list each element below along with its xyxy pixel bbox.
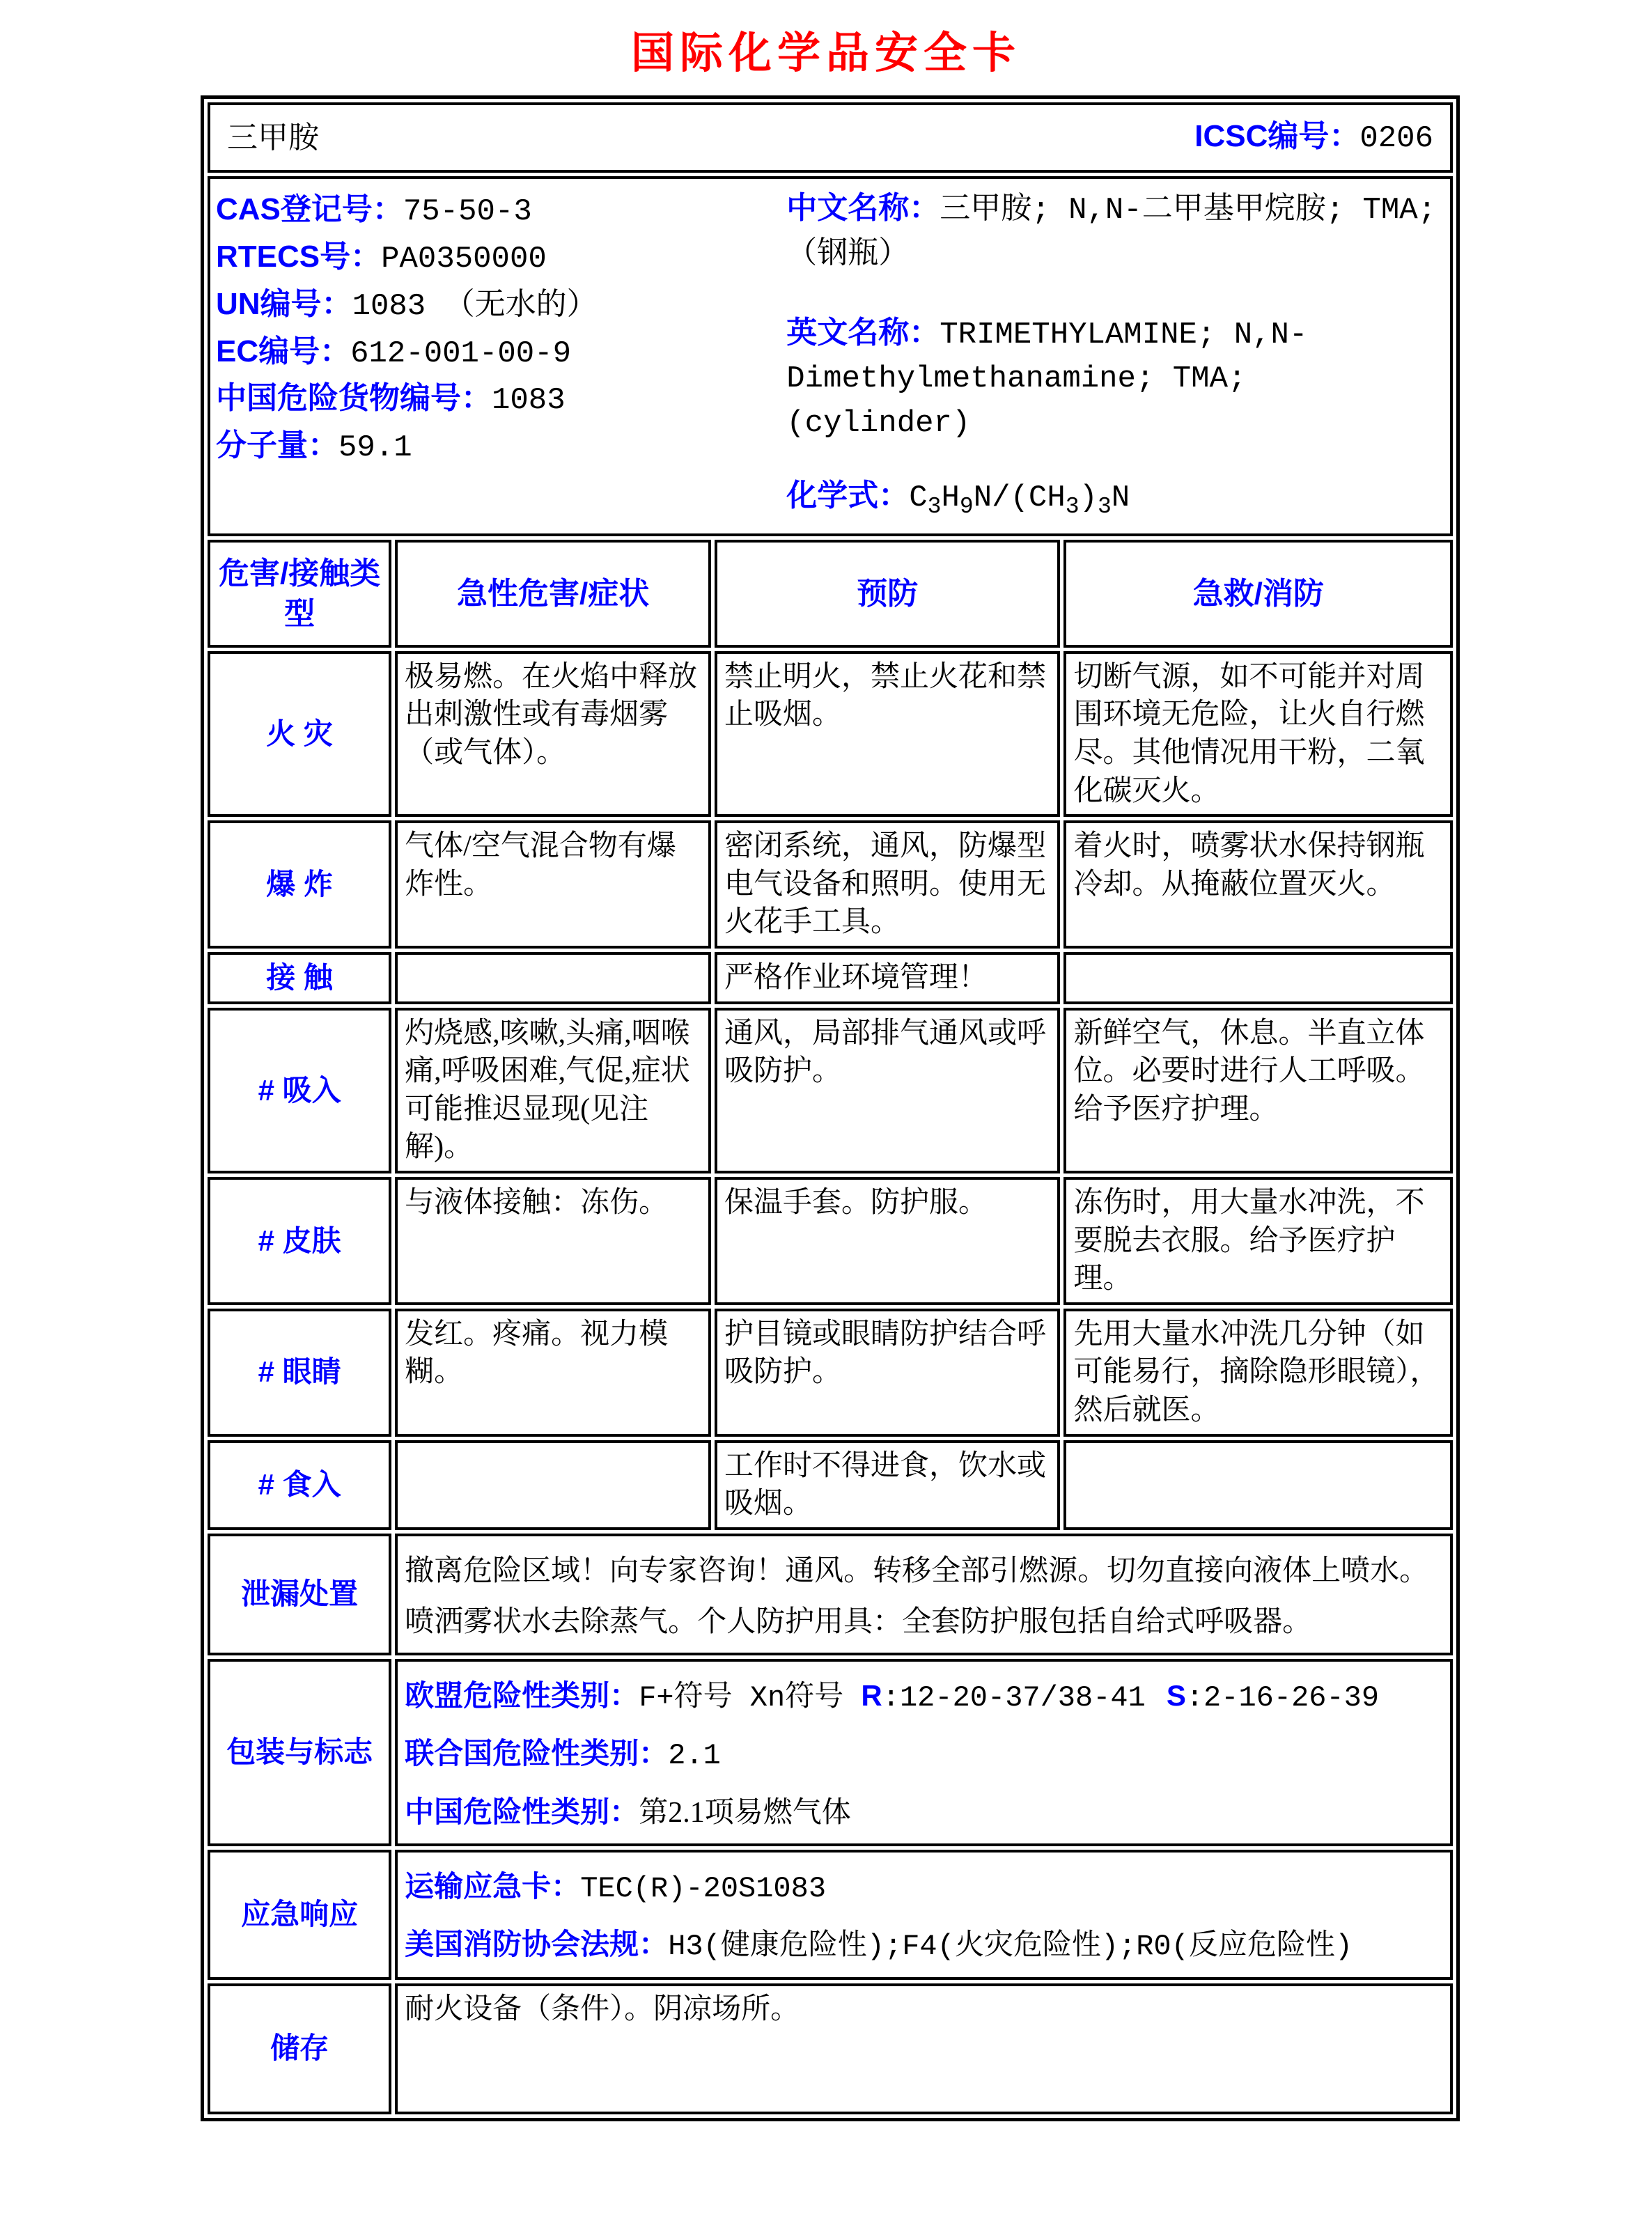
icsc-card-table	[201, 95, 1460, 2121]
formula-part: H	[941, 481, 960, 516]
un-value: 1083 （无水的）	[352, 288, 598, 324]
un-hazard-value: 2.1	[668, 1739, 721, 1773]
formula-part: 9	[959, 493, 974, 520]
tec-value: TEC(R)-20S1083	[580, 1871, 827, 1905]
info-cell	[208, 176, 1453, 536]
chinese-name-line	[786, 187, 1447, 276]
row-label: # 吸入	[208, 1008, 391, 1173]
chinese-name-value: 三甲胺; N,N-二甲基甲烷胺; TMA; （钢瓶）	[786, 193, 1437, 272]
firstaid-cell	[1063, 952, 1453, 1004]
transport-emergency-card-line	[405, 1868, 1443, 1908]
row-label: 储存	[208, 1983, 391, 2114]
s-phrases-value: :2-16-26-39	[1185, 1680, 1380, 1715]
china-hazard-label: 中国危险性类别：	[405, 1795, 639, 1828]
nfpa-value: H3(健康危险性);F4(火灾危险性);R0(反应危险性)	[668, 1930, 1353, 1964]
row-label: 爆 炸	[208, 820, 391, 949]
prevention-cell: 保温手套。防护服。	[715, 1177, 1060, 1305]
china-dg-label: 中国危险货物编号：	[216, 381, 492, 416]
icsc-value: 0206	[1359, 121, 1433, 156]
symptoms-cell: 灼烧感,咳嗽,头痛,咽喉痛,呼吸困难,气促,症状可能推迟显现(见注解)。	[395, 1008, 711, 1173]
icsc-label: ICSC编号：	[1194, 119, 1360, 153]
ec-number-line	[216, 329, 782, 377]
prevention-cell: 密闭系统，通风，防爆型电气设备和照明。使用无火花手工具。	[715, 820, 1060, 949]
row-label: # 食入	[208, 1440, 391, 1530]
storage-row	[208, 1983, 1453, 2114]
r-phrases-value: :12-20-37/38-41	[882, 1680, 1146, 1715]
formula-part: )	[1079, 481, 1098, 516]
eu-hazard-label: 欧盟危险性类别：	[405, 1678, 639, 1712]
names-block	[782, 187, 1447, 522]
nfpa-code-line	[405, 1926, 1443, 1966]
rtecs-value: PA0350000	[381, 241, 547, 276]
symptoms-cell: 极易燃。在火焰中释放出刺激性或有毒烟雾（或气体）。	[395, 651, 711, 817]
packaging-labelling-cell	[395, 1659, 1453, 1846]
emergency-response-cell	[395, 1850, 1453, 1980]
symptoms-cell	[395, 952, 711, 1004]
english-name-label: 英文名称：	[786, 315, 940, 350]
icsc-number	[1194, 116, 1433, 159]
eu-hazard-class-line	[405, 1677, 1443, 1717]
chinese-name-label: 中文名称：	[786, 191, 940, 226]
name-row	[208, 102, 1453, 173]
formula-part: C	[909, 481, 928, 516]
mw-value: 59.1	[338, 430, 412, 466]
identifiers-block	[216, 187, 782, 522]
storage-text: 耐火设备（条件）。阴凉场所。	[405, 1992, 800, 2025]
nfpa-label: 美国消防协会法规：	[405, 1928, 669, 1961]
ec-label: EC编号：	[216, 334, 351, 368]
header-firstaid-firefighting: 急救/消防	[1063, 540, 1453, 647]
formula-part: 3	[927, 493, 942, 520]
firstaid-cell: 新鲜空气，休息。半直立体位。必要时进行人工呼吸。给予医疗护理。	[1063, 1008, 1453, 1173]
prevention-cell: 护目镜或眼睛防护结合呼吸防护。	[715, 1309, 1060, 1437]
prevention-cell: 工作时不得进食，饮水或吸烟。	[715, 1440, 1060, 1530]
spill-disposal-row	[208, 1534, 1453, 1655]
hazard-row-inhalation	[208, 1008, 1453, 1173]
formula-label: 化学式：	[786, 478, 910, 513]
prevention-cell: 严格作业环境管理！	[715, 952, 1060, 1004]
rtecs-label: RTECS号：	[216, 239, 382, 274]
hazard-row-fire	[208, 651, 1453, 817]
cas-number-line	[216, 187, 782, 235]
header-acute-symptoms: 急性危害/症状	[395, 540, 711, 647]
tec-label: 运输应急卡：	[405, 1869, 581, 1903]
row-label: # 眼睛	[208, 1309, 391, 1437]
english-name-line	[786, 312, 1447, 444]
hazard-row-explosion	[208, 820, 1453, 949]
firstaid-cell: 先用大量水冲洗几分钟（如可能易行，摘除隐形眼镜），然后就医。	[1063, 1309, 1453, 1437]
ec-value: 612-001-00-9	[350, 336, 571, 371]
header-prevention: 预防	[715, 540, 1060, 647]
info-columns	[216, 187, 1447, 522]
rtecs-number-line	[216, 235, 782, 282]
symptoms-cell	[395, 1440, 711, 1530]
molecular-weight-line	[216, 423, 782, 471]
packaging-labelling-row	[208, 1659, 1453, 1846]
row-label: # 皮肤	[208, 1177, 391, 1305]
chemical-name: 三甲胺	[227, 120, 319, 155]
firstaid-cell: 冻伤时，用大量水冲洗，不要脱去衣服。给予医疗护理。	[1063, 1177, 1453, 1305]
row-label: 应急响应	[208, 1850, 391, 1980]
formula-line	[786, 475, 1447, 522]
hazard-row-eyes	[208, 1309, 1453, 1437]
un-hazard-label: 联合国危险性类别：	[405, 1737, 669, 1770]
formula-part: 3	[1097, 493, 1112, 520]
formula-part: N	[1111, 481, 1130, 516]
name-cell	[208, 102, 1453, 173]
prevention-cell: 通风，局部排气通风或呼吸防护。	[715, 1008, 1060, 1173]
hazard-row-exposure	[208, 952, 1453, 1004]
cas-label: CAS登记号：	[216, 192, 403, 227]
info-row	[208, 176, 1453, 536]
row-label: 火 灾	[208, 651, 391, 817]
hazard-row-ingestion	[208, 1440, 1453, 1530]
un-label: UN编号：	[216, 286, 352, 321]
un-number-line	[216, 282, 782, 329]
china-hazard-class-line	[405, 1793, 1443, 1832]
symptoms-cell: 气体/空气混合物有爆炸性。	[395, 820, 711, 949]
name-flex	[217, 109, 1443, 166]
header-row	[208, 540, 1453, 647]
symptoms-cell: 与液体接触：冻伤。	[395, 1177, 711, 1305]
china-hazard-value: 第2.1项易燃气体	[639, 1796, 851, 1829]
prevention-cell: 禁止明火，禁止火花和禁止吸烟。	[715, 651, 1060, 817]
english-name-value: TRIMETHYLAMINE; N,N-Dimethylmethanamine; TMA; (cylinder)	[786, 317, 1308, 441]
r-phrases-label: R	[861, 1678, 882, 1712]
page-title: 国际化学品安全卡	[630, 29, 1021, 77]
row-label: 泄漏处置	[208, 1534, 391, 1655]
china-dg-number-line	[216, 376, 782, 423]
formula-part: N/(CH	[973, 481, 1066, 516]
mw-label: 分子量：	[216, 428, 338, 463]
hazard-row-skin	[208, 1177, 1453, 1305]
china-dg-value: 1083	[492, 383, 566, 419]
storage-cell	[395, 1983, 1453, 2114]
formula-part: 3	[1065, 493, 1080, 520]
emergency-response-row	[208, 1850, 1453, 1980]
cas-value: 75-50-3	[403, 194, 532, 230]
spill-disposal-text: 撤离危险区域！向专家咨询！通风。转移全部引燃源。切勿直接向液体上喷水。喷洒雾状水去除蒸气。个人防护用具：全套防护服包括自给式呼吸器。	[395, 1534, 1453, 1655]
firstaid-cell	[1063, 1440, 1453, 1530]
firstaid-cell: 着火时，喷雾状水保持钢瓶冷却。从掩蔽位置灭火。	[1063, 820, 1453, 949]
eu-hazard-symbols: F+符号 Xn符号	[639, 1680, 862, 1715]
header-hazard-type: 危害/接触类型	[208, 540, 391, 647]
firstaid-cell: 切断气源，如不可能并对周围环境无危险，让火自行燃尽。其他情况用干粉，二氧化碳灭火。	[1063, 651, 1453, 817]
row-label: 接 触	[208, 952, 391, 1004]
un-hazard-class-line	[405, 1735, 1443, 1775]
symptoms-cell: 发红。疼痛。视力模糊。	[395, 1309, 711, 1437]
row-label: 包装与标志	[208, 1659, 391, 1846]
chemical-formula-value	[909, 481, 1130, 520]
s-phrases-label: S	[1166, 1678, 1186, 1712]
